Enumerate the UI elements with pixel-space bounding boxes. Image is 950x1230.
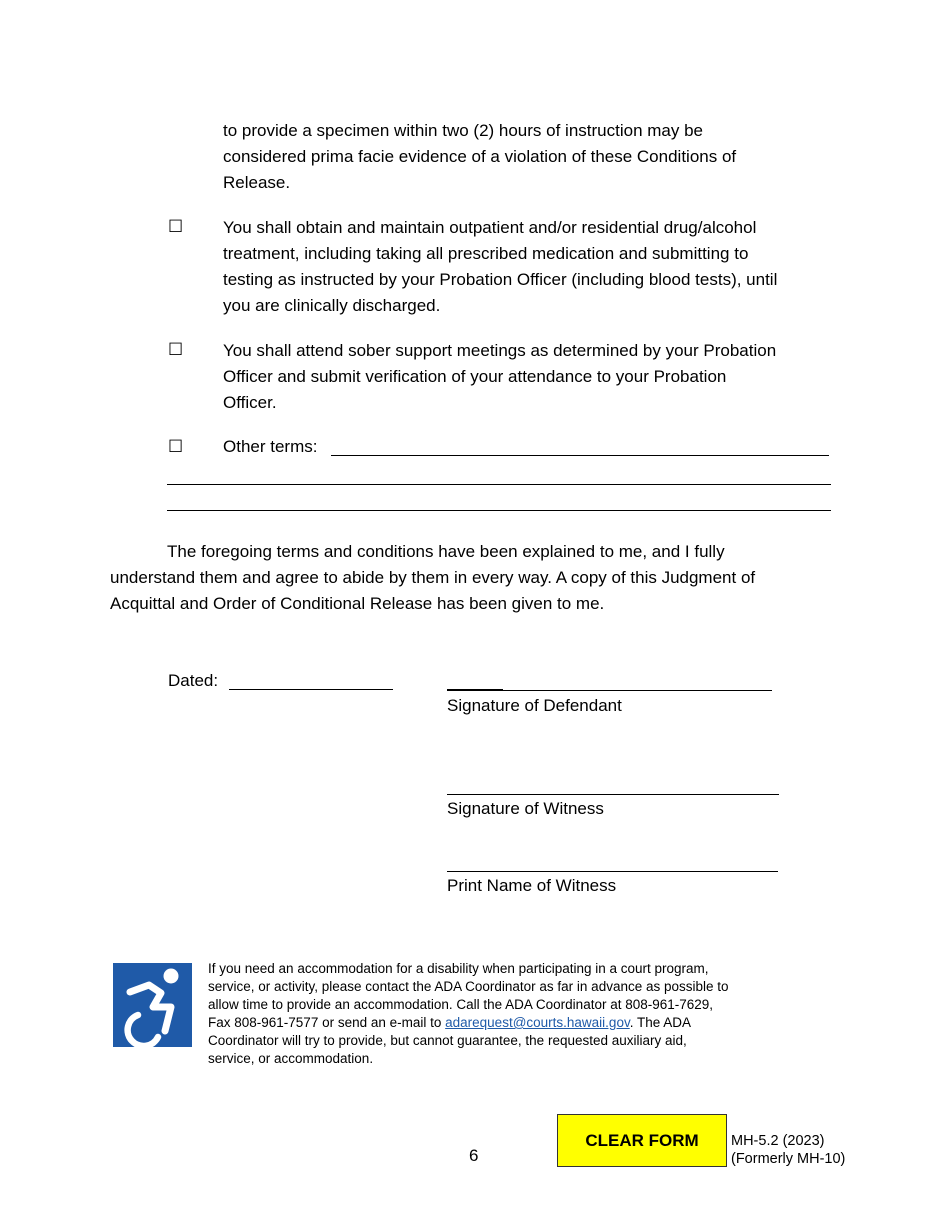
treatment-text-line-1: You shall obtain and maintain outpatient and/or residential drug/alcohol [223,218,757,237]
treatment-text-line-2: treatment, including taking all prescribed medication and submitting to [223,244,749,263]
ada-line-2: service, or activity, please contact the ADA Coordinator as far in advance as possible to [208,979,729,994]
ada-line-1: If you need an accommodation for a disability when participating in a court program, [208,961,709,976]
acknowledgement-line-3: Acquittal and Order of Conditional Release has been given to me. [110,594,605,613]
dated-field[interactable] [229,668,393,690]
meetings-text-line-1: You shall attend sober support meetings as determined by your Probation [223,341,777,360]
clear-form-button[interactable]: CLEAR FORM [557,1114,727,1167]
signature-witness-label: Signature of Witness [447,799,604,818]
continued-text-line-2: considered prima facie evidence of a violation of these Conditions of [223,147,737,166]
defendant-signature-field[interactable] [447,670,772,691]
dated-label: Dated: [168,671,219,690]
ada-line-4-prefix: Fax 808-961-7577 or send an e-mail to [208,1015,446,1030]
print-name-witness-label: Print Name of Witness [447,876,617,895]
other-terms-field-line-3[interactable] [167,492,831,511]
ada-line-6: service, or accommodation. [208,1051,374,1066]
witness-signature-field[interactable] [447,775,779,795]
acknowledgement-line-1: The foregoing terms and conditions have been explained to me, and I fully [167,542,725,561]
meetings-text-line-3: Officer. [223,393,277,412]
signature-defendant-label: Signature of Defendant [447,696,622,715]
form-formerly: (Formerly MH-10) [731,1151,846,1167]
ada-line-5: Coordinator will try to provide, but cannot guarantee, the requested auxiliary aid, [208,1033,687,1048]
meetings-checkbox[interactable]: ☐ [168,340,184,360]
other-terms-label: Other terms: [223,437,318,456]
witness-print-name-field[interactable] [447,852,778,872]
treatment-text-line-3: testing as instructed by your Probation Officer (including blood tests), until [223,270,778,289]
other-terms-field-line-2[interactable] [167,466,831,485]
continued-text-line-1: to provide a specimen within two (2) hours of instruction may be [223,121,704,140]
ada-email-link[interactable]: adarequest@courts.hawaii.gov [445,1015,630,1030]
form-identifier [731,1132,845,1168]
acknowledgement-line-2: understand them and agree to abide by them in every way. A copy of this Judgment of [110,568,756,587]
ada-notice [208,960,729,1068]
page-number: 6 [469,1146,479,1165]
ada-line-3: allow time to provide an accommodation. Call the ADA Coordinator at 808-961-7629, [208,997,714,1012]
ada-line-4-suffix: . The ADA [629,1015,691,1030]
other-terms-field-line-1[interactable] [331,434,829,456]
meetings-text-line-2: Officer and submit verification of your attendance to your Probation [223,367,727,386]
form-id: MH-5.2 (2023) [731,1133,825,1149]
continued-text-line-3: Release. [223,173,291,192]
accessibility-wheelchair-icon [113,963,192,1047]
treatment-checkbox[interactable]: ☐ [168,217,184,237]
other-terms-checkbox[interactable]: ☐ [168,437,184,457]
treatment-text-line-4: you are clinically discharged. [223,296,441,315]
